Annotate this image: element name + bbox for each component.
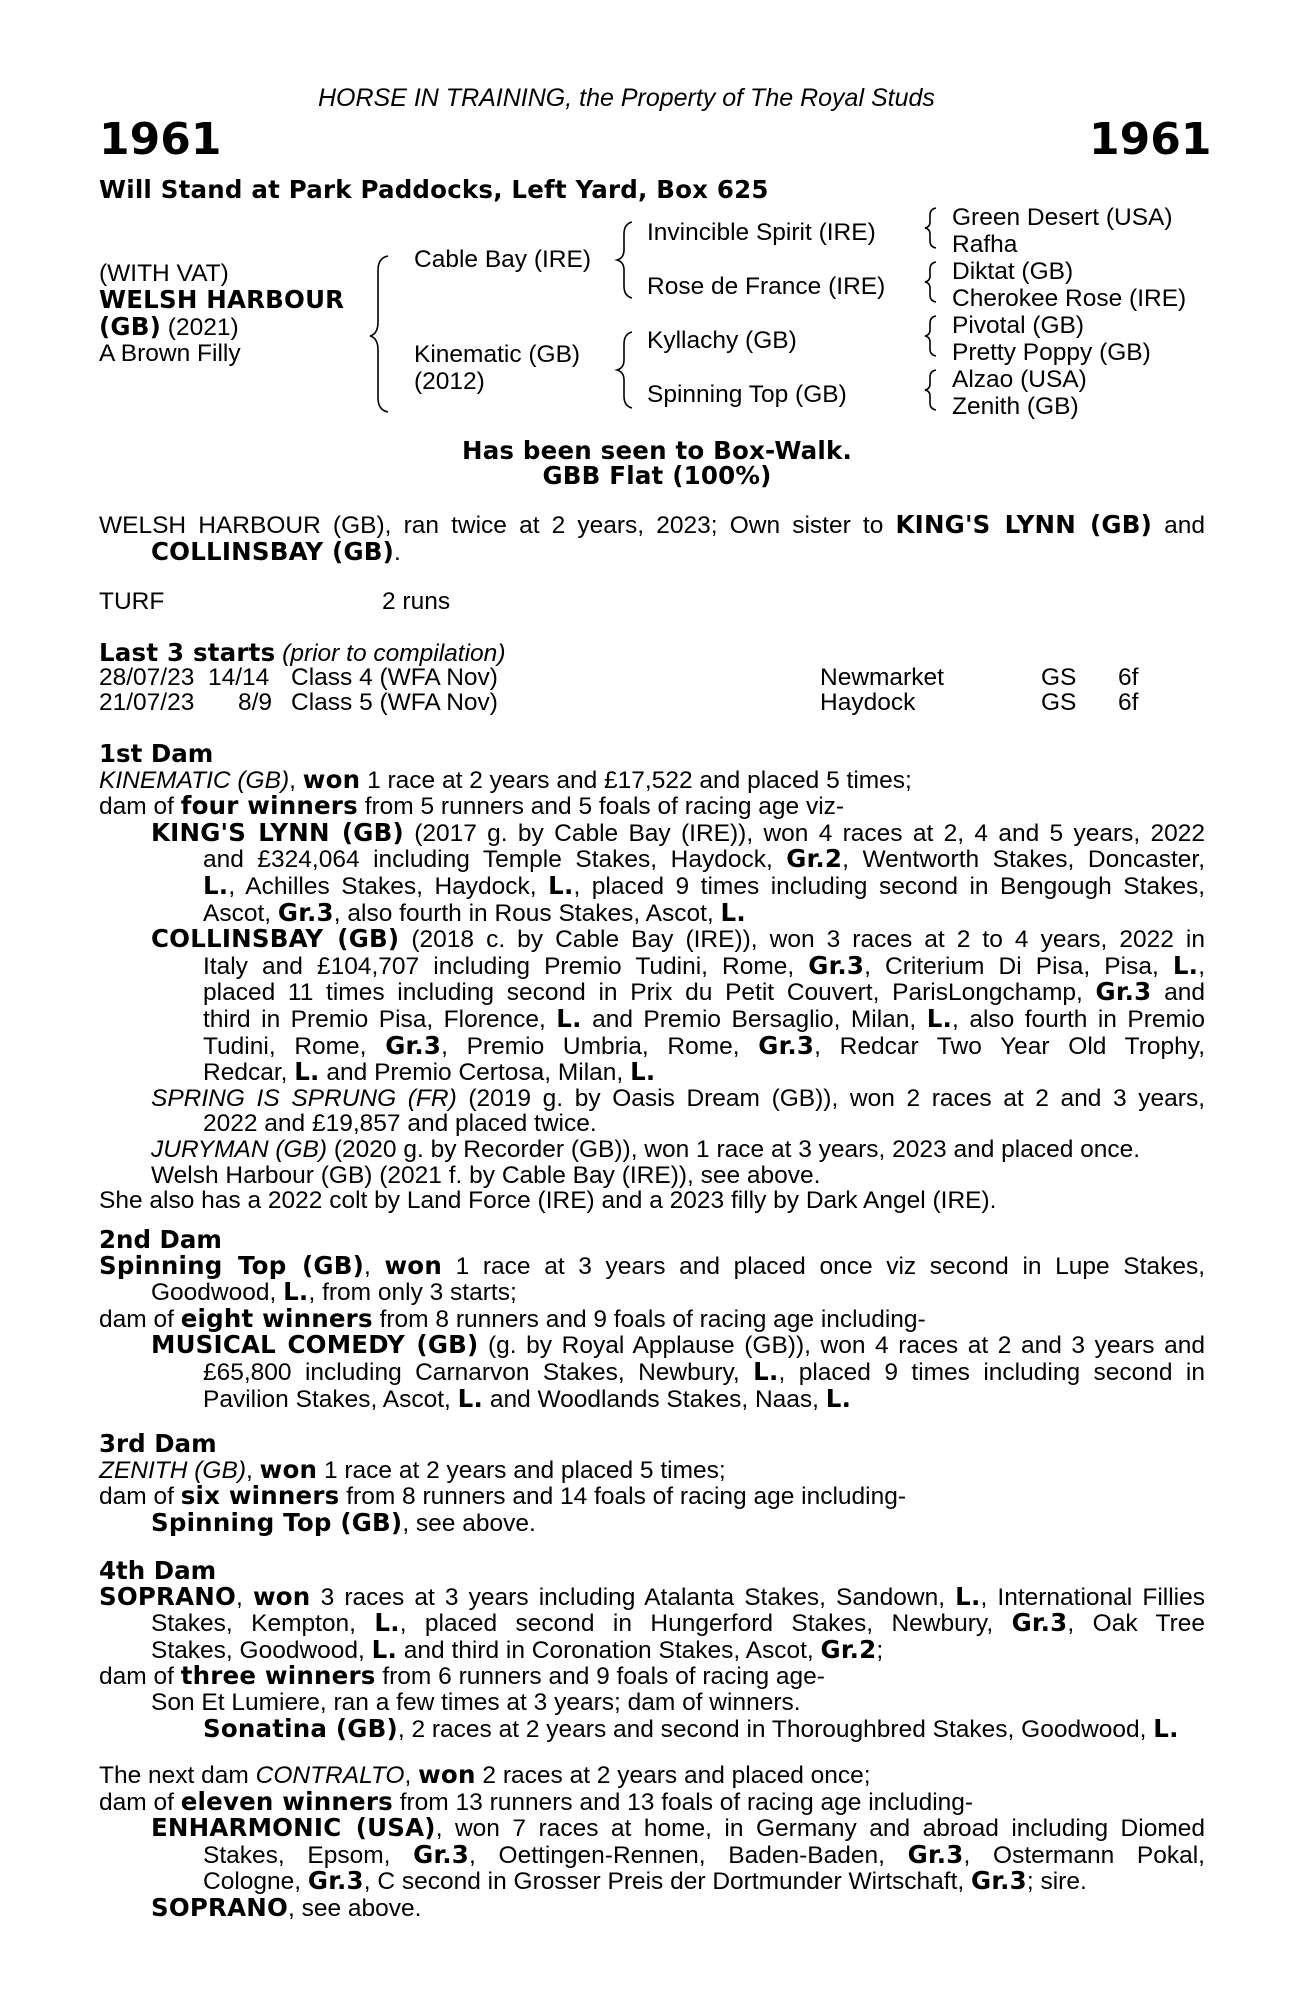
produce-line	[99, 793, 1205, 820]
progeny-welsh-harbour: Welsh Harbour (GB) (2021 f. by Cable Bay (IRE)), see above.	[151, 1161, 821, 1189]
listed: L.	[203, 870, 229, 900]
produce-text: from 6 runners and 9 foals of racing age-	[382, 1663, 825, 1691]
second-dam-section	[99, 1227, 1205, 1412]
progeny-soprano	[99, 1892, 1205, 1922]
progeny-text: , Redcar Two Year Old Trophy,	[814, 1032, 1206, 1060]
progeny-text: , C second in Grosser Preis der Dortmunder Wirtschaft,	[363, 1868, 965, 1896]
dam-line	[99, 1762, 1205, 1789]
dam-record: ;	[876, 1636, 884, 1664]
dam-record: Stakes, Kempton,	[151, 1610, 356, 1638]
gen4-dss: Pivotal (GB)	[952, 312, 1085, 339]
section-heading: 4th Dam	[99, 1556, 217, 1585]
grade: Gr.3	[1095, 977, 1152, 1007]
produce-line	[99, 1483, 1205, 1510]
comma: ,	[289, 766, 296, 794]
progeny-text: (g. by Royal Applause (GB)), won 4 races at 2 and 3 years and	[488, 1332, 1205, 1360]
dam-of: dam of	[99, 1305, 174, 1333]
progeny-line	[99, 1356, 1205, 1386]
progeny-sonatina	[99, 1713, 1205, 1743]
dam-line	[99, 1610, 1205, 1637]
progeny-text: Redcar,	[203, 1059, 288, 1087]
dam-record: , from only 3 starts;	[308, 1279, 517, 1307]
lot-number-right: 1961	[1089, 114, 1212, 165]
progeny-line	[99, 1839, 1205, 1869]
progeny-text: , Oettingen-Rennen, Baden-Baden,	[469, 1841, 885, 1869]
progeny-name: MUSICAL COMEDY (GB)	[151, 1330, 479, 1360]
sibling-kings-lynn: KING'S LYNN (GB)	[895, 510, 1152, 539]
third-dam-section	[99, 1431, 1205, 1536]
winners-count: three winners	[180, 1661, 376, 1691]
lot-number-left: 1961	[99, 114, 222, 165]
intro-and: and	[1164, 512, 1206, 539]
won-label: won	[302, 764, 361, 794]
progeny-text: , see above.	[288, 1894, 422, 1922]
turf-label: TURF	[99, 588, 165, 615]
gbb-note: GBB Flat (100%)	[542, 461, 772, 490]
dam-record: , placed second in Hungerford Stakes, Newbury,	[399, 1610, 994, 1638]
brace-ds	[925, 316, 936, 356]
stand-location: Will Stand at Park Paddocks, Left Yard, Box 625	[99, 175, 769, 204]
progeny-name: KING'S LYNN (GB)	[151, 817, 404, 847]
progeny-text: , also fourth in Premio	[952, 1005, 1205, 1033]
progeny-text: Cologne,	[203, 1868, 302, 1896]
horse-description: A Brown Filly	[99, 340, 241, 367]
fourth-dam-section	[99, 1558, 1205, 1742]
gen4-sss: Green Desert (USA)	[952, 204, 1173, 231]
start-course: Haydock	[820, 689, 916, 716]
gen4-ddd: Zenith (GB)	[952, 393, 1079, 420]
produce-text: from 8 runners and 9 foals of racing age including-	[379, 1305, 926, 1333]
dam-of: dam of	[99, 1663, 174, 1691]
dam-name: Spinning Top (GB)	[99, 1250, 364, 1280]
dam-record: 1 race at 2 years and £17,522 and placed 5 times;	[367, 766, 912, 794]
listed: L.	[283, 1277, 309, 1307]
last-starts-heading	[99, 640, 505, 667]
start-course: Newmarket	[820, 664, 944, 691]
progeny-line	[99, 1059, 1205, 1086]
grade: Gr.3	[971, 1866, 1027, 1896]
boxwalk-note: Has been seen to Box-Walk.	[461, 436, 852, 465]
progeny-text: (2020 g. by Recorder (GB)), won 1 race at 3 years, 2023 and placed once.	[333, 1135, 1141, 1163]
dam-of: dam of	[99, 1788, 174, 1816]
intro-period: .	[394, 538, 401, 566]
progeny-text: , won 7 races at home, in Germany and abroad including Diomed	[435, 1815, 1205, 1843]
progeny-text: , Criterium Di Pisa, Pisa,	[864, 952, 1159, 980]
won-label: won	[259, 1454, 318, 1484]
grade: Gr.3	[758, 1030, 815, 1060]
progeny-line	[99, 1383, 1205, 1413]
progeny-musical-comedy	[99, 1332, 1205, 1359]
next-dam-section	[99, 1762, 1205, 1922]
progeny-line	[99, 979, 1205, 1006]
progeny-text: , placed 9 times including second in Bengough Stakes,	[573, 872, 1206, 900]
horse-country: (GB)	[99, 312, 161, 341]
dam-line	[99, 1581, 1205, 1611]
dam: Kinematic (GB)	[414, 341, 581, 368]
listed: L.	[294, 1057, 320, 1087]
intro	[99, 512, 1205, 565]
progeny-name: SOPRANO	[151, 1892, 288, 1922]
dam-of: dam of	[99, 1483, 174, 1511]
progeny-line	[99, 1030, 1206, 1060]
brace-sire	[617, 222, 632, 298]
last-starts-sub: (prior to compilation)	[282, 640, 506, 667]
progeny-text: ; sire.	[1026, 1868, 1087, 1896]
dam-record: and third in Coronation Stakes, Ascot,	[403, 1636, 814, 1664]
progeny-text: Stakes, Epsom,	[203, 1841, 391, 1869]
start-date: 21/07/23	[99, 689, 195, 716]
comma: ,	[363, 1252, 371, 1280]
progeny-line	[99, 950, 1205, 980]
dam-line	[99, 764, 1205, 794]
progeny-spring-is-sprung	[99, 1086, 1205, 1112]
comma: ,	[404, 1762, 412, 1789]
progeny-text: and Woodlands Stakes, Naas,	[489, 1385, 819, 1413]
grade: Gr.3	[808, 950, 865, 980]
produce-line	[99, 1786, 1205, 1816]
grade: Gr.2	[786, 844, 843, 874]
won-label: won	[252, 1581, 311, 1611]
sire-dam: Rose de France (IRE)	[647, 273, 886, 300]
brace-dd	[925, 370, 936, 410]
progeny-text: £65,800 including Carnarvon Stakes, Newbury,	[203, 1358, 740, 1386]
winners-count: eleven winners	[180, 1786, 393, 1816]
dam-record: 3 races at 3 years including Atalanta Stakes, Sandown,	[320, 1583, 946, 1611]
dam-of: dam of	[99, 793, 174, 821]
sibling-collinsbay: COLLINSBAY (GB)	[151, 536, 395, 566]
won-label: won	[418, 1760, 476, 1789]
progeny-text: (2019 g. by Oasis Dream (GB)), won 2 races at 2 and 3 years,	[468, 1084, 1205, 1112]
progeny-spinning-top	[99, 1507, 1205, 1537]
dam-name: KINEMATIC (GB)	[99, 766, 290, 794]
dam-name: ZENITH (GB)	[99, 1456, 246, 1484]
first-dam-section	[99, 741, 1205, 1214]
horse-name: WELSH HARBOUR	[99, 285, 345, 314]
dam-line	[99, 1279, 1205, 1306]
progeny-text: , see above.	[402, 1509, 536, 1537]
brace-sd	[925, 262, 936, 302]
brace-dam	[617, 332, 632, 408]
dam-year: (2012)	[414, 368, 485, 395]
intro-line-2	[99, 536, 1205, 566]
produce-line	[99, 1303, 1205, 1333]
winners-count: six winners	[180, 1481, 340, 1511]
progeny-text: (2017 g. by Cable Bay (IRE)), won 4 races at 2, 4 and 5 years, 2022	[414, 819, 1206, 847]
listed: L.	[630, 1057, 656, 1087]
grade: Gr.3	[907, 1839, 964, 1869]
dam-record: Goodwood,	[151, 1279, 277, 1307]
intro-line-1	[99, 512, 1205, 539]
start-position: 8/9	[238, 689, 273, 716]
listed: L.	[374, 1608, 400, 1638]
listed: L.	[457, 1383, 483, 1413]
progeny-name: SPRING IS SPRUNG (FR)	[151, 1084, 457, 1112]
listed: L.	[1172, 950, 1199, 980]
produce-text: from 8 runners and 14 foals of racing age including-	[346, 1483, 906, 1511]
grade: Gr.3	[413, 1839, 470, 1869]
listed: L.	[955, 1581, 981, 1611]
dam-record: Stakes, Goodwood,	[151, 1636, 365, 1664]
dam-line	[99, 1634, 1205, 1664]
start-class: Class 4 (WFA Nov)	[291, 664, 498, 691]
gen4-sdd: Cherokee Rose (IRE)	[952, 285, 1187, 312]
grade: Gr.3	[385, 1030, 442, 1060]
produce-text: from 13 runners and 13 foals of racing age including-	[399, 1788, 974, 1816]
start-going: GS	[1041, 664, 1077, 691]
grade: Gr.2	[820, 1634, 877, 1664]
also-note: She also has a 2022 colt by Land Force (IRE) and a 2023 filly by Dark Angel (IRE).	[99, 1187, 997, 1215]
listed: L.	[1153, 1713, 1179, 1743]
progeny-juryman	[99, 1137, 1205, 1163]
progeny-name: ENHARMONIC (USA)	[151, 1813, 436, 1843]
gen4-dsd: Pretty Poppy (GB)	[952, 339, 1151, 366]
section-heading: 2nd Dam	[99, 1225, 222, 1254]
winners-count: four winners	[180, 791, 358, 821]
grade: Gr.3	[277, 897, 334, 927]
progeny-text: , Ostermann Pokal,	[963, 1841, 1205, 1869]
progeny-text: , 2 races at 2 years and second in Thoroughbred Stakes, Goodwood,	[397, 1715, 1147, 1743]
progeny-text: Tudini, Rome,	[203, 1032, 367, 1060]
progeny-text: and Premio Bersaglio, Milan,	[592, 1005, 917, 1033]
progeny-name: Sonatina (GB)	[203, 1713, 398, 1743]
dam-record: The next dam	[99, 1762, 249, 1789]
progeny-son-et-lumiere: Son Et Lumiere, ran a few times at 3 years; dam of winners.	[151, 1688, 801, 1716]
sire: Cable Bay (IRE)	[414, 246, 592, 273]
progeny-text: and £324,064 including Temple Stakes, Haydock,	[203, 846, 773, 874]
progeny-line: 2022 and £19,857 and placed twice.	[203, 1110, 597, 1138]
progeny-line	[99, 846, 1205, 873]
listed: L.	[556, 1003, 582, 1033]
progeny-collinsbay	[99, 926, 1205, 953]
grade: Gr.3	[1011, 1608, 1068, 1638]
progeny-text: Ascot,	[203, 899, 272, 927]
progeny-line	[99, 870, 1206, 900]
dam-line	[99, 1454, 1205, 1484]
start-date: 28/07/23	[99, 664, 195, 691]
horse-year: (2021)	[167, 314, 239, 341]
start-distance: 6f	[1118, 689, 1139, 716]
comma: ,	[246, 1456, 253, 1484]
progeny-name: Spinning Top (GB)	[151, 1507, 403, 1537]
vat-note: (WITH VAT)	[99, 260, 229, 287]
progeny-text: placed 11 times including second in Prix du Petit Couvert, ParisLongchamp,	[203, 979, 1083, 1007]
gen4-dds: Alzao (USA)	[952, 366, 1087, 393]
progeny-text: , Wentworth Stakes, Doncaster,	[842, 846, 1206, 874]
listed: L.	[753, 1356, 779, 1386]
dam-record: 1 race at 3 years and placed once viz second in Lupe Stakes,	[455, 1252, 1206, 1280]
progeny-text: and Premio Certosa, Milan,	[326, 1059, 624, 1087]
grade: Gr.3	[307, 1866, 364, 1896]
dam-name: SOPRANO	[99, 1581, 236, 1611]
start-going: GS	[1041, 689, 1077, 716]
section-heading: 3rd Dam	[99, 1429, 217, 1458]
dam-sire: Kyllachy (GB)	[647, 327, 797, 354]
catalogue-title: HORSE IN TRAINING, the Property of The Royal Studs	[318, 84, 935, 112]
start-position: 14/14	[208, 664, 270, 691]
won-label: won	[384, 1250, 442, 1280]
progeny-kings-lynn	[99, 817, 1206, 847]
dam-dam: Spinning Top (GB)	[647, 381, 847, 408]
progeny-line	[99, 1868, 1205, 1895]
progeny-text: third in Premio Pisa, Florence,	[203, 1005, 546, 1033]
comma: ,	[236, 1583, 243, 1611]
dam-record: 2 races at 2 years and placed once;	[482, 1762, 871, 1789]
dam-record: 1 race at 2 years and placed 5 times;	[323, 1456, 726, 1484]
listed: L.	[825, 1383, 852, 1413]
produce-text: from 5 runners and 5 foals of racing age viz-	[364, 793, 845, 821]
produce-line	[99, 1663, 1205, 1690]
progeny-name: JURYMAN (GB)	[151, 1135, 328, 1163]
progeny-name: COLLINSBAY (GB)	[151, 924, 400, 954]
progeny-text: , Achilles Stakes, Haydock,	[228, 872, 537, 900]
dam-record: , International Fillies	[980, 1583, 1205, 1611]
progeny-line	[99, 897, 1205, 927]
progeny-text: , placed 9 times including second in	[778, 1358, 1205, 1386]
gen4-sds: Diktat (GB)	[952, 258, 1074, 285]
turf-runs: 2 runs	[382, 588, 451, 615]
progeny-enharmonic	[99, 1815, 1205, 1842]
progeny-text: , Premio Umbria, Rome,	[441, 1032, 740, 1060]
gen4-ssd: Rafha	[952, 231, 1018, 258]
listed: L.	[720, 897, 746, 927]
listed: L.	[371, 1634, 397, 1664]
start-distance: 6f	[1118, 664, 1139, 691]
intro-text: WELSH HARBOUR (GB), ran twice at 2 years, 2023; Own sister to	[99, 512, 884, 539]
winners-count: eight winners	[180, 1303, 373, 1333]
progeny-text: , also fourth in Rous Stakes, Ascot,	[333, 899, 714, 927]
progeny-text: and	[1164, 979, 1205, 1007]
progeny-text: Pavilion Stakes, Ascot,	[203, 1385, 451, 1413]
section-heading: 1st Dam	[99, 739, 214, 768]
listed: L.	[548, 870, 574, 900]
dam-record: , Oak Tree	[1067, 1610, 1205, 1638]
progeny-text: (2018 c. by Cable Bay (IRE)), won 3 races at 2 to 4 years, 2022 in	[411, 926, 1205, 954]
dam-line	[99, 1250, 1206, 1280]
brace-ss	[925, 208, 936, 248]
dam-name: CONTRALTO	[255, 1762, 405, 1789]
progeny-line	[99, 1003, 1205, 1033]
comma: ,	[1198, 952, 1205, 980]
last-starts-title: Last 3 starts	[99, 638, 276, 667]
listed: L.	[926, 1003, 953, 1033]
sire-sire: Invincible Spirit (IRE)	[647, 219, 876, 246]
start-class: Class 5 (WFA Nov)	[291, 689, 498, 716]
brace-gen1	[370, 256, 388, 412]
progeny-text: Italy and £104,707 including Premio Tudini, Rome,	[203, 952, 795, 980]
